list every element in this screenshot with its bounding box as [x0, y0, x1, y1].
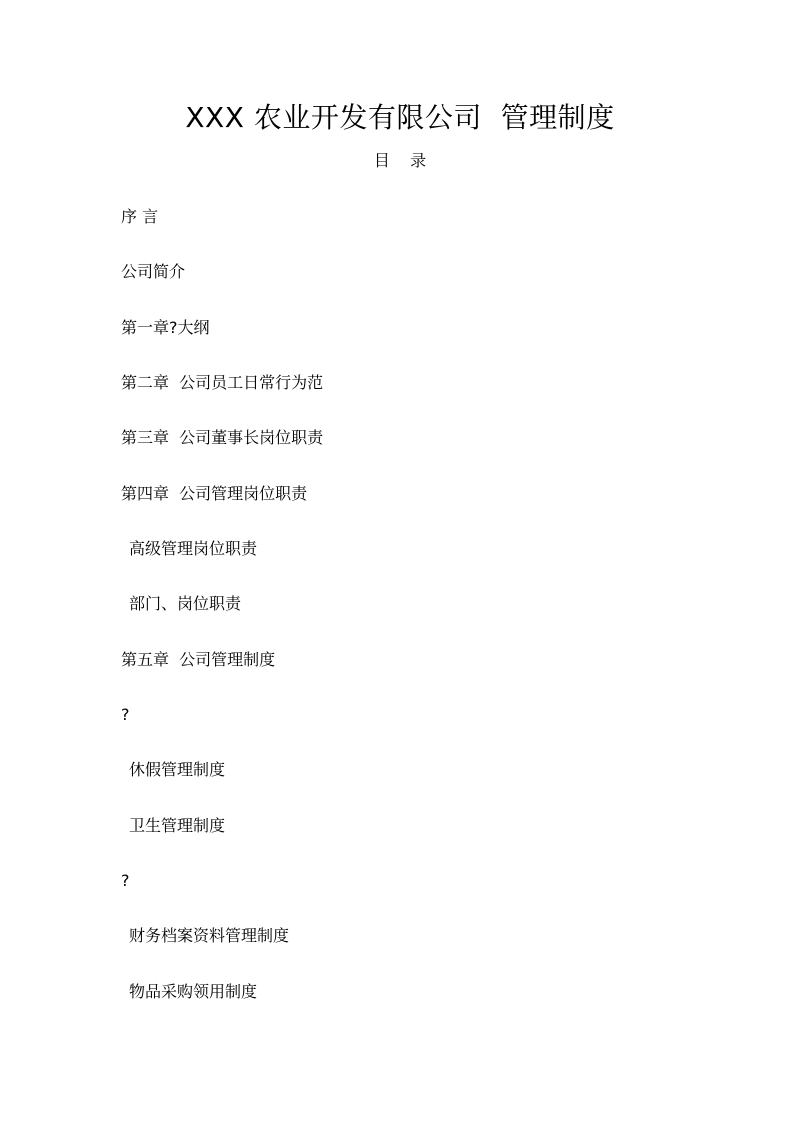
toc-item-placeholder-mark: ?: [121, 871, 130, 890]
toc-item-chapter-5: 第五章 公司管理制度: [121, 650, 276, 669]
toc-item-chapter-2: 第二章 公司员工日常行为范: [121, 373, 324, 392]
toc-item-chapter-4: 第四章 公司管理岗位职责: [121, 484, 308, 503]
toc-item-leave-policy: 休假管理制度: [129, 760, 226, 779]
toc-item-placeholder-mark: ?: [121, 705, 130, 724]
toc-item-company-intro: 公司简介: [121, 262, 186, 281]
toc-item-hygiene-policy: 卫生管理制度: [129, 816, 226, 835]
toc-item-department-duties: 部门、岗位职责: [129, 594, 242, 613]
toc-item-chapter-1: 第一章?大纲: [121, 318, 210, 337]
toc-item-senior-management-duties: 高级管理岗位职责: [129, 539, 258, 558]
toc-item-chapter-3: 第三章 公司董事长岗位职责: [121, 428, 324, 447]
toc-item-preface: 序 言: [121, 207, 159, 226]
toc-item-finance-archive-policy: 财务档案资料管理制度: [129, 926, 290, 945]
toc-item-procurement-policy: 物品采购领用制度: [129, 982, 258, 1001]
toc-heading: 目 录: [373, 151, 427, 170]
document-title: XXX 农业开发有限公司 管理制度: [185, 101, 615, 134]
